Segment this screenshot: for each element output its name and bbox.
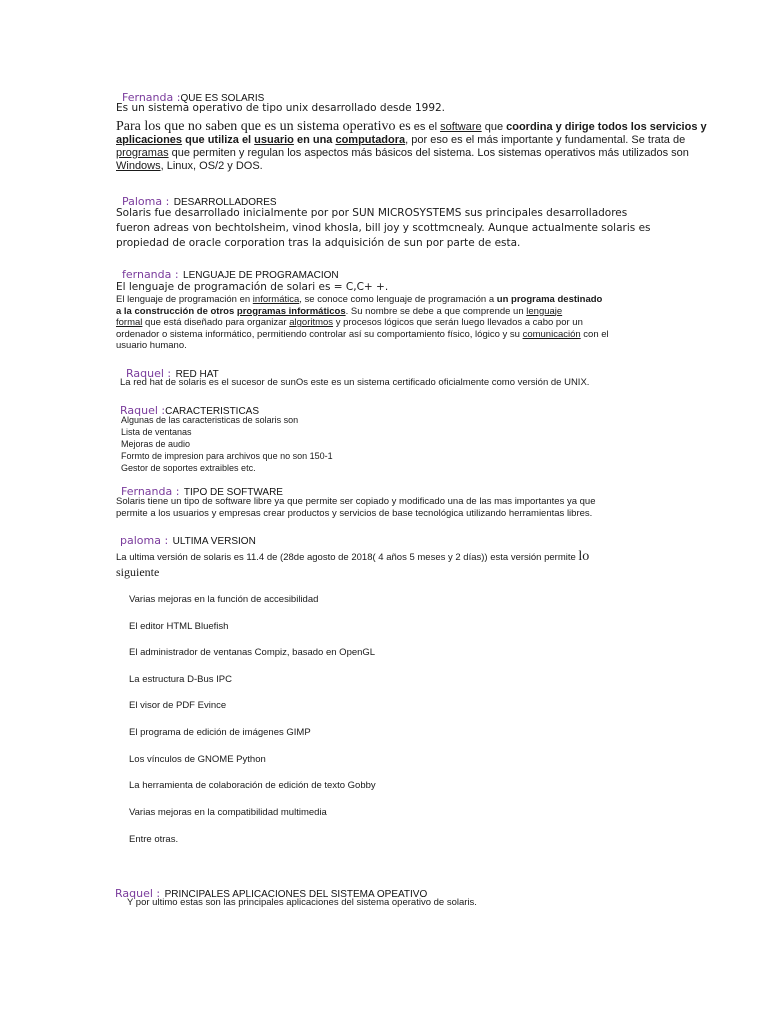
version-feature-item: Entre otras. bbox=[129, 834, 179, 845]
text-span: que utiliza el bbox=[182, 134, 255, 146]
link-lenguaje[interactable]: lenguaje bbox=[526, 305, 563, 317]
author-name: paloma : bbox=[120, 534, 169, 547]
list-item: Lista de ventanas bbox=[121, 427, 192, 437]
text-span: lo bbox=[578, 549, 590, 564]
text-span: un programa destinado bbox=[496, 294, 603, 305]
text-span: y procesos lógicos que serán luego llevados a cabo por un bbox=[333, 317, 583, 328]
text-span: que permiten y regulan los aspectos más básicos del sistema. Los sistemas operativos más utilizados son bbox=[168, 147, 689, 159]
author-name: Raquel : bbox=[115, 887, 161, 900]
list-caracteristicas bbox=[121, 414, 333, 474]
list-item: Mejoras de audio bbox=[121, 439, 191, 449]
text-line: permite a los usuarios y empresas crear productos y servicios de base tecnológica utilizando herramientas libres. bbox=[116, 507, 593, 519]
author-name: Raquel : bbox=[126, 367, 172, 380]
link-algoritmos[interactable]: algoritmos bbox=[289, 317, 334, 328]
author-name: Fernanda : bbox=[121, 485, 180, 498]
text-span: La ultima versión de solaris es 11.4 de (28de agosto de 2018( 4 años 5 meses y 2 días)) esta versión permite bbox=[116, 552, 579, 563]
section-heading: PRINCIPALES APLICACIONES DEL SISTEMA OPEATIVO bbox=[164, 889, 428, 900]
version-feature-item: El visor de PDF Evince bbox=[129, 700, 227, 711]
section-heading: ULTIMA VERSION bbox=[172, 536, 256, 547]
paragraph-line: Y por ultimo estas son las principales aplicaciones del sistema operativo de solaris. bbox=[127, 897, 477, 908]
paragraph-desarrolladores bbox=[116, 206, 651, 251]
text-span: , por eso es el más importante y fundamental. Se trata de bbox=[405, 134, 686, 146]
link-windows[interactable]: Windows bbox=[116, 160, 161, 172]
link-usuario[interactable]: usuario bbox=[254, 134, 294, 146]
paragraph-tipo-software bbox=[116, 496, 596, 519]
text-span: . Su nombre se debe a que comprende un bbox=[345, 305, 527, 317]
author-name: Raquel : bbox=[120, 404, 166, 417]
section-heading: TIPO DE SOFTWARE bbox=[183, 487, 283, 498]
text-span: , se conoce como lenguaje de programación a bbox=[299, 294, 497, 305]
author-name: Fernanda : bbox=[122, 91, 181, 104]
version-feature-item: Varias mejoras en la función de accesibilidad bbox=[129, 594, 319, 605]
text-span: ordenador o sistema informático, permitiendo controlar así su comportamiento físico, lógico y su bbox=[116, 328, 523, 340]
link-comunicacion[interactable]: comunicación bbox=[522, 328, 581, 340]
text-span: en una bbox=[293, 134, 336, 146]
paragraph-lenguaje bbox=[116, 294, 686, 352]
link-informatica[interactable]: informática bbox=[252, 294, 300, 305]
list-item: Gestor de soportes extraibles etc. bbox=[121, 463, 256, 473]
list-item: Formto de impresion para archivos que no son 150-1 bbox=[121, 451, 333, 461]
link-aplicaciones[interactable]: aplicaciones bbox=[116, 134, 183, 146]
paragraph-ultima-version bbox=[116, 551, 589, 564]
section-heading: RED HAT bbox=[175, 369, 219, 380]
version-feature-item: El editor HTML Bluefish bbox=[129, 621, 229, 632]
text-span: coordina y dirige todos los servicios y bbox=[506, 121, 707, 133]
text-span: que está diseñado para organizar bbox=[142, 317, 290, 328]
author-name: fernanda : bbox=[122, 268, 179, 281]
text-span: El lenguaje de programación en bbox=[116, 294, 253, 305]
paragraph-definition bbox=[116, 120, 716, 173]
text-span: es el bbox=[410, 121, 441, 133]
text-line: Solaris tiene un tipo de software libre ya que permite ser copiado y modificado una de las mas importantes ya que bbox=[116, 496, 596, 507]
version-feature-item: El programa de edición de imágenes GIMP bbox=[129, 727, 311, 738]
paragraph-line: La red hat de solaris es el sucesor de sunOs este es un sistema certificado oficialmente como versión de UNIX. bbox=[120, 377, 590, 388]
text-span: a la construcción de otros bbox=[116, 305, 237, 317]
author-name: Paloma : bbox=[122, 195, 170, 208]
text-line: fueron adreas von bechtolsheim, vinod khosla, bill joy y scottmcnealy. Aunque actualmente solaris es bbox=[116, 222, 651, 234]
version-feature-item: Los vínculos de GNOME Python bbox=[129, 754, 266, 765]
text-span: con el bbox=[580, 328, 609, 340]
version-feature-item: Varias mejoras en la compatibilidad multimedia bbox=[129, 807, 327, 818]
link-computadora[interactable]: computadora bbox=[335, 134, 406, 146]
section-heading: DESARROLLADORES bbox=[173, 197, 277, 208]
text-span: que bbox=[481, 121, 507, 133]
list-item: Algunas de las caracteristicas de solaris son bbox=[121, 415, 299, 425]
version-feature-item: La herramienta de colaboración de edición de texto Gobby bbox=[129, 780, 376, 791]
section-heading: LENGUAJE DE PROGRAMACION bbox=[183, 270, 339, 281]
paragraph-line: El lenguaje de programación de solari es = C,C+ +. bbox=[116, 281, 389, 293]
link-programas-informaticos[interactable]: programas informáticos bbox=[236, 305, 346, 317]
link-software[interactable]: software bbox=[440, 121, 482, 133]
paragraph-line: Es un sistema operativo de tipo unix desarrollado desde 1992. bbox=[116, 102, 446, 114]
section-heading: QUE ES SOLARIS bbox=[180, 93, 265, 104]
text-line: usuario humano. bbox=[116, 340, 187, 351]
text-line: Solaris fue desarrollado inicialmente por por SUN MICROSYSTEMS sus principales desarrolladores bbox=[116, 207, 628, 219]
section-heading: CARACTERISTICAS bbox=[165, 406, 260, 417]
text-line: propiedad de oracle corporation tras la adquisición de sun por parte de esta. bbox=[116, 237, 521, 249]
link-programas[interactable]: programas bbox=[116, 147, 169, 159]
paragraph-line: siguiente bbox=[116, 565, 160, 579]
version-feature-item: La estructura D-Bus IPC bbox=[129, 674, 232, 685]
section-ultima-version bbox=[120, 531, 256, 549]
text-span: Para los que no saben que es un sistema operativo es bbox=[116, 119, 411, 134]
text-span: , Linux, OS/2 y DOS. bbox=[160, 160, 263, 172]
version-feature-item: El administrador de ventanas Compiz, basado en OpenGL bbox=[129, 647, 376, 658]
link-formal[interactable]: formal bbox=[116, 317, 143, 328]
